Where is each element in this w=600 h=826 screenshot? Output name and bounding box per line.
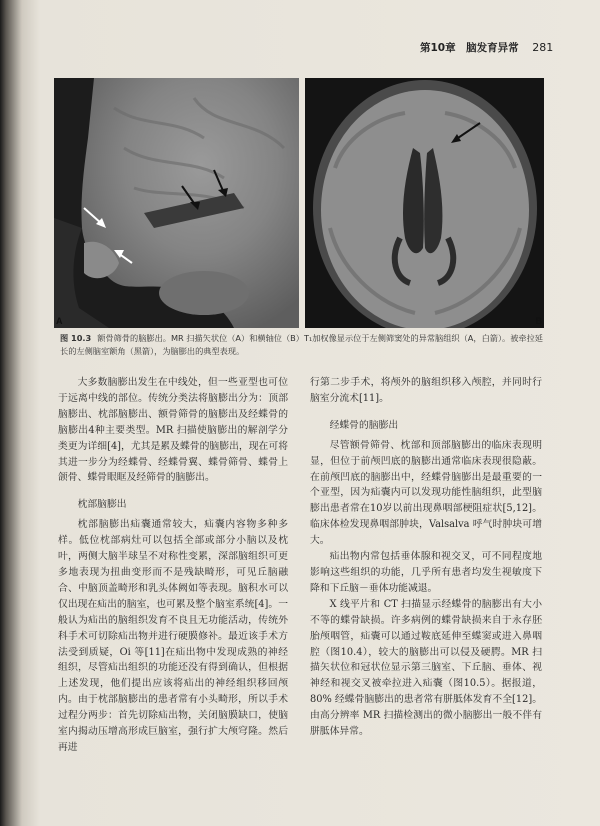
continued-paragraph: 行第二步手术，将颅外的脑组织移入颅腔，并同时行脑室分流术[11]。 [310,377,542,404]
figure-caption-text: 额骨筛骨的脑膨出。MR 扫描矢状位（A）和横轴位（B）T₁加权像显示位于左侧筛窦处的异常脑组织（A，白箭）。被牵拉延长的左侧脑室额角（黑箭），为脑膨出的典型表现。 [60,333,543,356]
panel-a-label: A [56,316,63,326]
figure-caption [60,332,546,358]
left-column [58,375,288,756]
panel-b-label: B [535,316,542,326]
page-number: 281 [532,41,554,54]
figure-number: 图 10.3 [60,333,92,343]
chapter-title: 第10章 脑发育异常 [420,42,519,54]
mri-sagittal-image [54,78,299,328]
figure-10-3 [54,78,544,328]
sphenoid-heading: 经蝶骨的脑膨出 [329,419,399,431]
running-header [420,40,553,55]
sphenoid-paragraph-2: 疝出物内常包括垂体腺和视交叉，可不同程度地影响这些组织的功能，几乎所有患者均发生视敏度下降和下丘脑－垂体功能减退。 [310,551,542,594]
right-column [310,375,542,740]
sphenoid-paragraph-3: X 线平片和 CT 扫描显示经蝶骨的脑膨出有大小不等的蝶骨缺损。许多病例的蝶骨缺损来自于永存胚胎颅咽管，疝囊可以通过鞍底延伸至蝶窦或进入鼻咽腔（图10.4），较大的脑膨出可以侵及硬腭。MR 扫描矢状位和冠状位显示第三脑室、下丘脑、垂体、视神经和视交叉被牵拉进入疝囊（图10.5）。据报道，80% 经蝶骨脑膨出的患者常有胼胝体发育不全[12]。由高分辨率 MR 扫描检测出的微小脑膨出一般不伴有胼胝体异常。 [310,598,542,738]
intro-paragraph: 大多数脑膨出发生在中线处，但一些亚型也可位于远离中线的部位。传统分类法将脑膨出分为：顶部脑膨出、枕部脑膨出、额骨筛骨的脑膨出及经蝶骨的脑膨出4种主要类型。MR 扫描使脑膨出的解剖学分类更为详细[4]，尤其是累及蝶骨的脑膨出，现在可将其进一步分为经蝶骨、经蝶骨翼、蝶骨筛骨、蝶骨上颌骨、蝶骨眼眶及经筛骨的脑膨出。 [58,377,288,484]
occipital-heading: 枕部脑膨出 [77,499,127,511]
sphenoid-paragraph-1: 尽管额骨筛骨、枕部和顶部脑膨出的临床表现明显，但位于前颅凹底的脑膨出通常临床表现很隐蔽。在前颅凹底的脑膨出中，经蝶骨脑膨出是最重要的一个亚型，因为疝囊内可以发现功能性脑组织，此型脑膨出患者常在10岁以前出现鼻咽部梗阻症状[5,12]。临床体检发现鼻咽部肿块，Valsalva 呼气时肿块可增大。 [310,439,542,547]
mri-axial-image [305,78,544,328]
occipital-paragraph: 枕部脑膨出疝囊通常较大，疝囊内容物多种多样。低位枕部病灶可以包括全部或部分小脑以及枕叶，两侧大脑半球呈不对称性变累，深部脑组织可更多地表现为扭曲变形而不是残缺畸形，可见丘脑融合、中脑顶盖畸形和乳头体阙如等表现。脑积水可以仅出现在疝出的脑室，也可累及整个脑室系统[4]。一般认为疝出的脑组织发育不良且无功能活动，传统外科手术可切除疝出物并进行硬膜修补。最近该手术方法受到质疑，Oi 等[11]在疝出物中发现成熟的神经组织，尽管疝出组织的功能还没有得到确认，但根据上述发现，他们提出应该将疝出的神经组织移回颅内。由于枕部脑膨出的患者常有小头畸形，所以手术过程分两步：首先切除疝出物，关闭脑膜缺口，使脑室内揭动压增高形成巨脑室，强行扩大颅穹隆。然后再进 [58,519,288,753]
